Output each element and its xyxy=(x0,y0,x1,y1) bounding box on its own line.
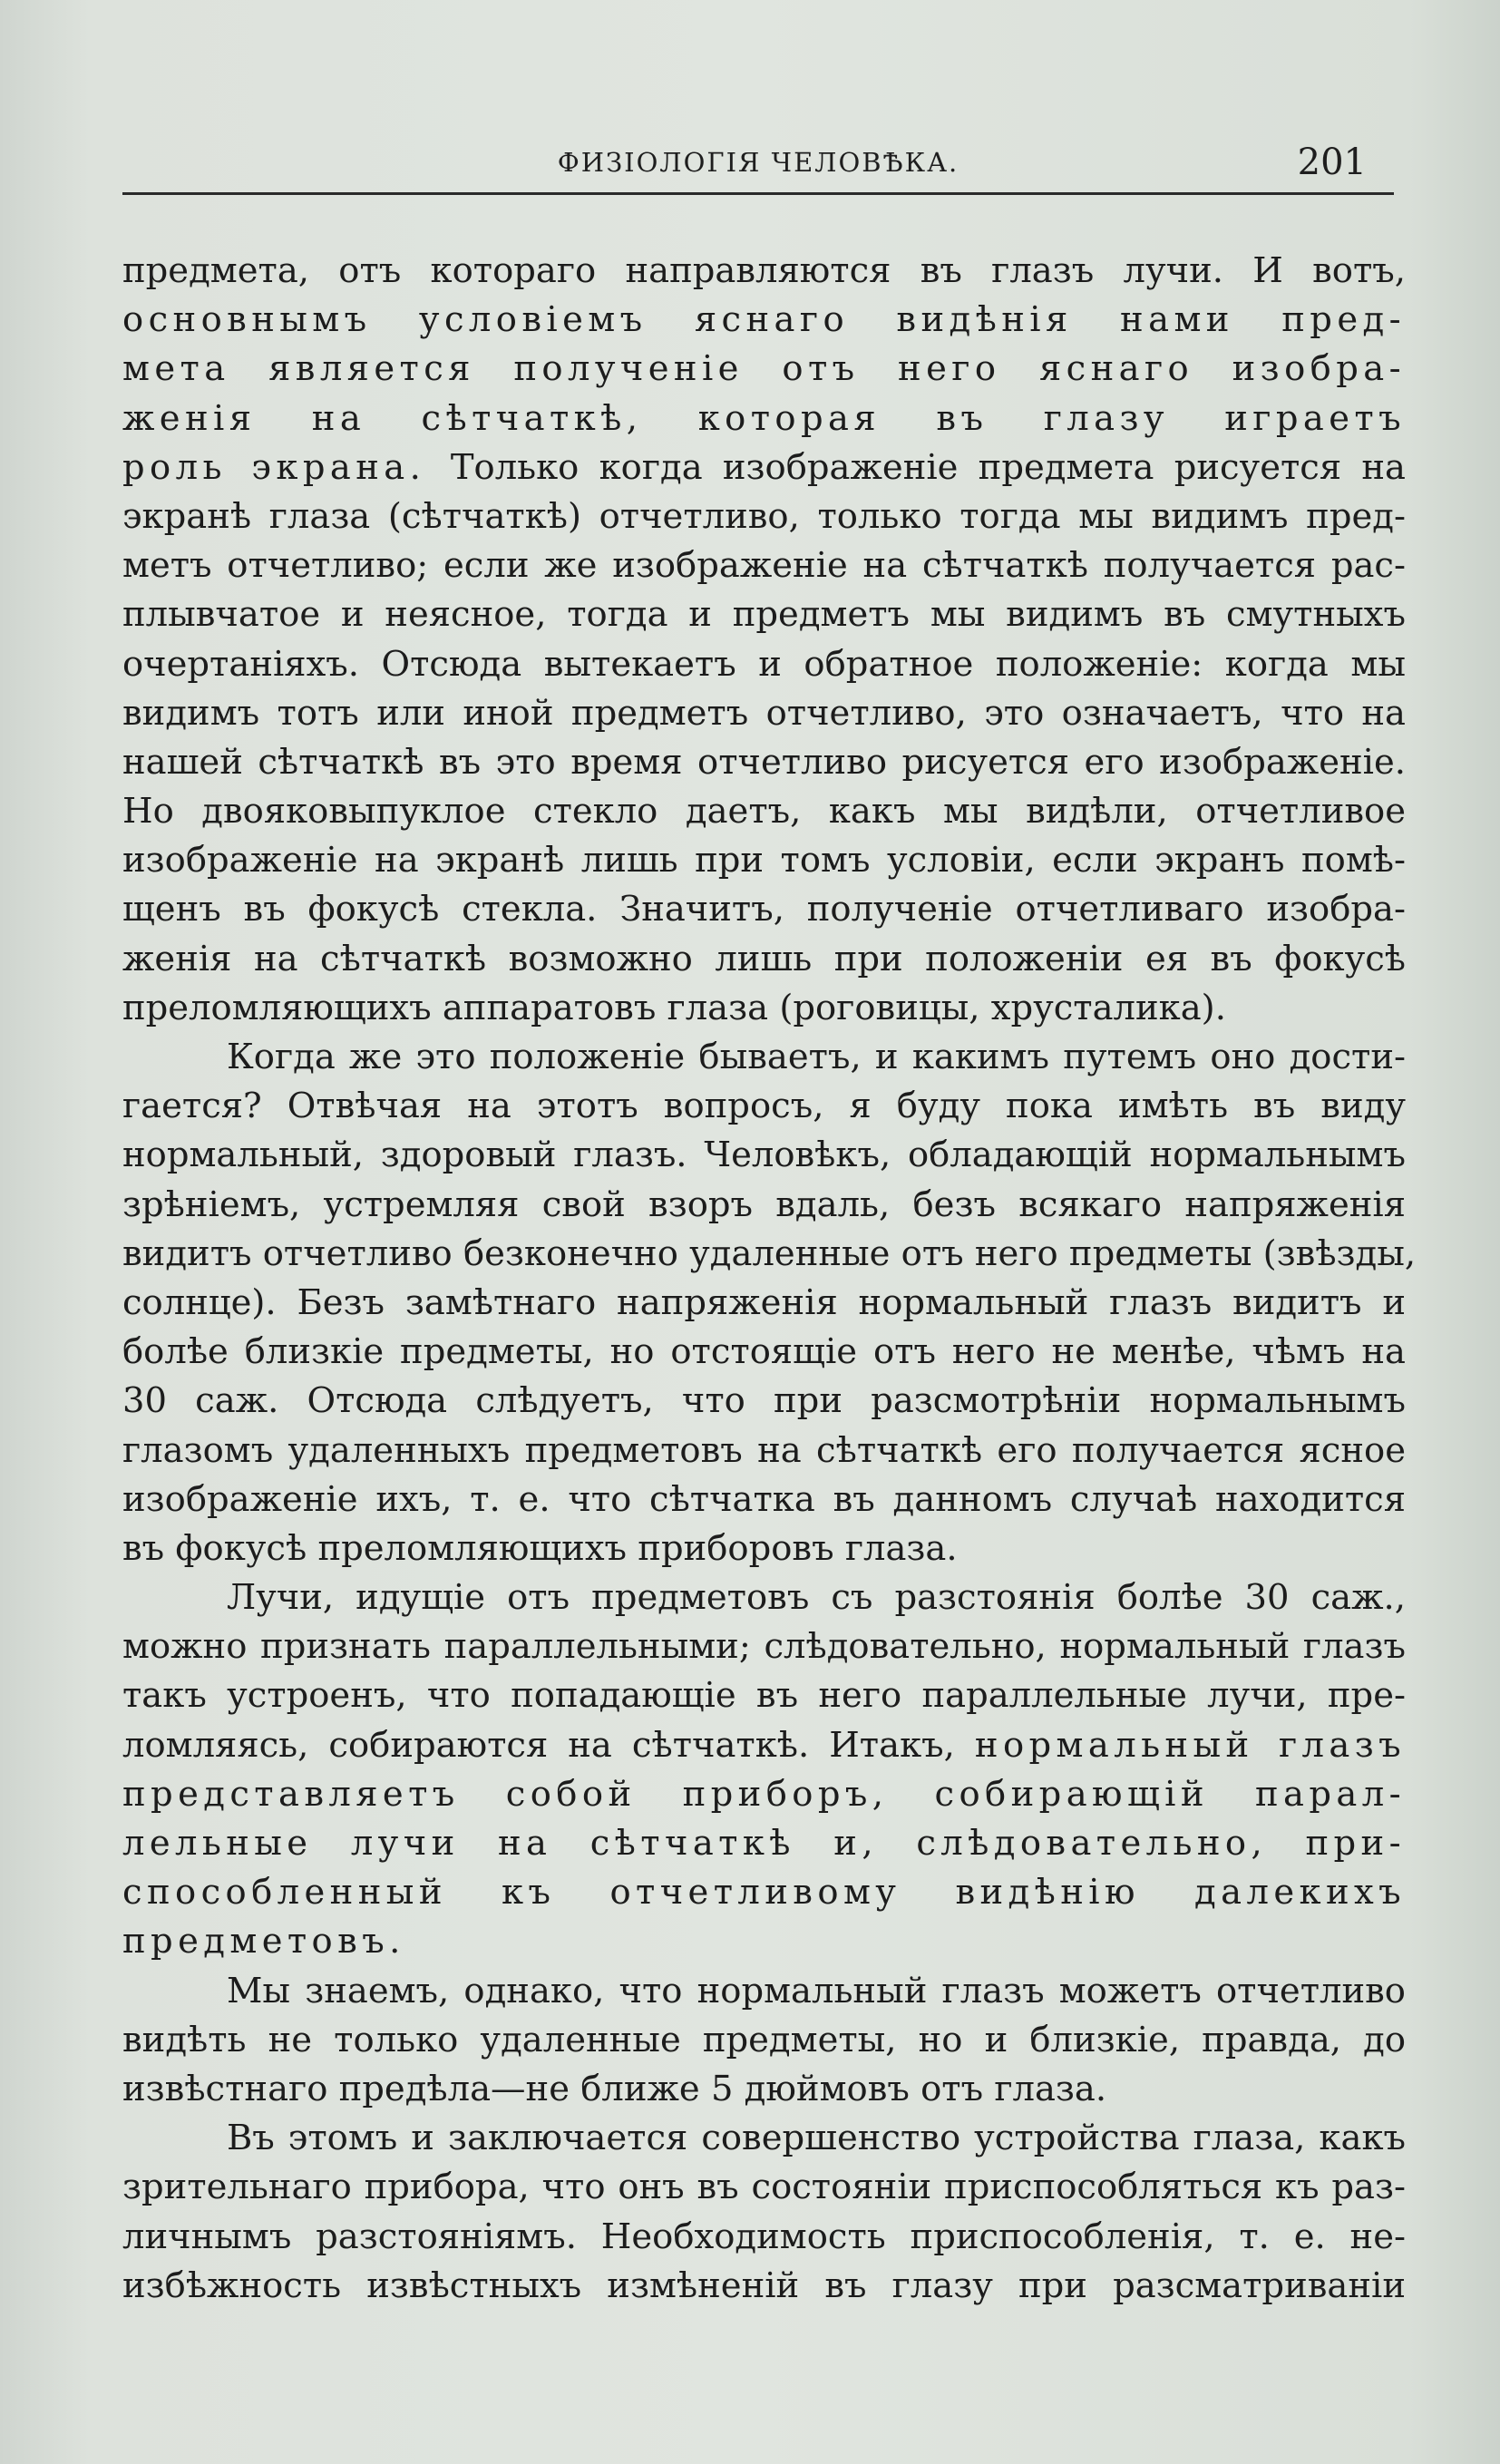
paragraph xyxy=(122,1967,1406,2115)
text-line: Лучи, идущіе отъ предметовъ съ разстоянія болѣе 30 саж., xyxy=(227,1577,1406,1619)
text-line: зрительнаго прибора, что онъ въ состояніи приспособляться къ раз- xyxy=(122,2167,1406,2208)
text-line: способленный къ отчетливому видѣнію далекихъ xyxy=(122,1872,1406,1914)
paragraph xyxy=(122,247,1406,1033)
text-line: экранѣ глаза (сѣтчаткѣ) отчетливо, только тогда мы видимъ пред- xyxy=(122,495,1406,537)
paragraph xyxy=(122,1573,1406,1967)
text-line: представляетъ собой приборъ, собирающій парал- xyxy=(122,1773,1406,1815)
text-line: Когда же это положеніе бываетъ, и какимъ путемъ оно дости- xyxy=(227,1037,1406,1077)
page-header xyxy=(122,138,1394,195)
text-line: предмета, отъ котораго направляются въ глазъ лучи. И вотъ, xyxy=(122,250,1406,291)
text-line: гается? Отвѣчая на этотъ вопросъ, я буду пока имѣть въ виду xyxy=(122,1086,1406,1127)
text-line: изображеніе ихъ, т. е. что сѣтчатка въ данномъ случаѣ находится xyxy=(122,1478,1406,1520)
text-line: лельные лучи на сѣтчаткѣ и, слѣдовательно, при- xyxy=(122,1823,1406,1864)
text-line: мета является полученіе отъ него яснаго изобра- xyxy=(122,348,1406,390)
text-line: женія на сѣтчаткѣ, которая въ глазу играетъ xyxy=(122,397,1406,439)
text-line: щенъ въ фокусѣ стекла. Значитъ, полученіе отчетливаго изобра- xyxy=(122,889,1406,930)
text-line: глазомъ удаленныхъ предметовъ на сѣтчаткѣ его получается ясное xyxy=(122,1429,1406,1471)
paragraph xyxy=(122,1033,1417,1573)
text-line: видѣть не только удаленные предметы, но и близкіе, правда, до xyxy=(122,2019,1406,2060)
text-line: видитъ отчетливо безконечно удаленные отъ него предметы (звѣзды, xyxy=(122,1232,1417,1274)
text-line: метъ отчетливо; если же изображеніе на сѣтчаткѣ получается рас- xyxy=(122,545,1406,587)
body-text xyxy=(122,247,1417,2311)
text-line: Въ этомъ и заключается совершенство устройства глаза, какъ xyxy=(227,2118,1406,2159)
text-line: предметовъ. xyxy=(122,1921,405,1962)
text-line: въ фокусѣ преломляющихъ приборовъ глаза. xyxy=(122,1527,958,1569)
plain-text: Только когда изображеніе предмета рисуется на xyxy=(450,446,1406,488)
text-line: болѣе близкіе предметы, но отстоящіе отъ него не менѣе, чѣмъ на xyxy=(122,1331,1406,1373)
text-line: плывчатое и неясное, тогда и предметъ мы видимъ въ смутныхъ xyxy=(122,594,1406,636)
text-line: нашей сѣтчаткѣ въ это время отчетливо рисуется его изображеніе. xyxy=(122,741,1406,783)
text-line: основнымъ условіемъ яснаго видѣнія нами пред- xyxy=(122,299,1406,341)
text-line: зрѣніемъ, устремляя свой взоръ вдаль, безъ всякаго напряженія xyxy=(122,1183,1406,1225)
emphasis-text: нормальный глазъ xyxy=(974,1724,1406,1766)
emphasis-text: роль экрана. xyxy=(122,446,451,488)
paragraph xyxy=(122,2114,1406,2311)
text-line: Мы знаемъ, однако, что нормальный глазъ можетъ отчетливо xyxy=(227,1970,1406,2011)
text-line: женія на сѣтчаткѣ возможно лишь при положеніи ея въ фокусѣ xyxy=(122,938,1406,979)
page-number: 201 xyxy=(1297,141,1367,183)
text-line: извѣстнаго предѣла—не ближе 5 дюймовъ отъ глаза. xyxy=(122,2068,1107,2109)
text-line xyxy=(122,443,1406,492)
text-line: такъ устроенъ, что попадающіе въ него параллельные лучи, пре- xyxy=(122,1675,1406,1717)
text-line: личнымъ разстояніямъ. Необходимость приспособленія, т. е. не- xyxy=(122,2216,1406,2257)
text-line: изображеніе на экранѣ лишь при томъ условіи, если экранъ помѣ- xyxy=(122,840,1406,881)
text-line: Но двояковыпуклое стекло даетъ, какъ мы видѣли, отчетливое xyxy=(122,791,1406,833)
running-title: ФИЗІОЛОГІЯ ЧЕЛОВѢКА. xyxy=(557,147,959,178)
text-line: избѣжность извѣстныхъ измѣненій въ глазу при разсматриваніи xyxy=(122,2264,1406,2306)
text-line: солнце). Безъ замѣтнаго напряженія нормальный глазъ видитъ и xyxy=(122,1281,1406,1323)
text-line xyxy=(122,1721,1406,1770)
text-line: можно признать параллельными; слѣдовательно, нормальный глазъ xyxy=(122,1626,1406,1668)
text-line: видимъ тотъ или иной предметъ отчетливо, это означаетъ, что на xyxy=(122,692,1406,734)
plain-text: ломляясь, собираются на сѣтчаткѣ. Итакъ, xyxy=(122,1724,975,1766)
text-line: очертаніяхъ. Отсюда вытекаетъ и обратное положеніе: когда мы xyxy=(122,643,1406,685)
text-line: 30 саж. Отсюда слѣдуетъ, что при разсмотрѣніи нормальнымъ xyxy=(122,1380,1406,1422)
text-line: преломляющихъ аппаратовъ глаза (роговицы, хрусталика). xyxy=(122,987,1226,1028)
text-line: нормальный, здоровый глазъ. Человѣкъ, обладающій нормальнымъ xyxy=(122,1135,1406,1176)
